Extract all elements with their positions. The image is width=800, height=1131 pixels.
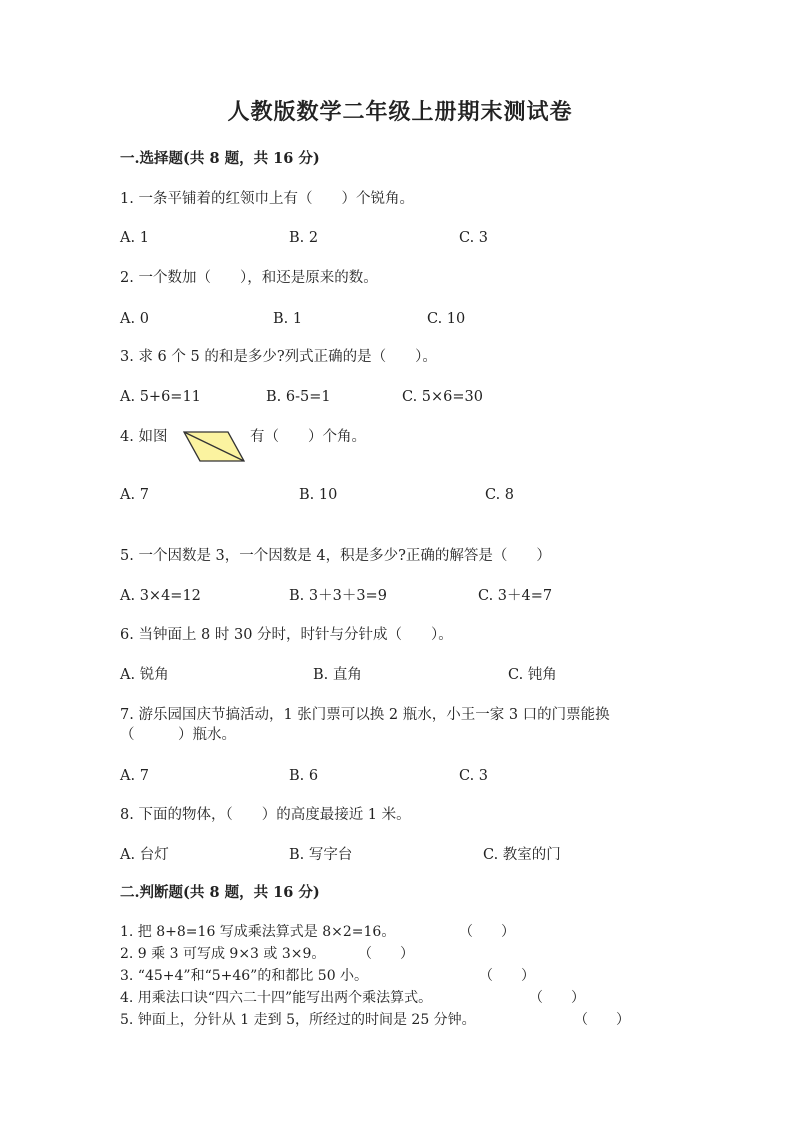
question-2-option-b: B. 1 bbox=[273, 311, 303, 327]
question-5-option-b: B. 3＋3＋3=9 bbox=[289, 588, 387, 604]
question-6-option-c: C. 钝角 bbox=[508, 667, 557, 683]
judge-item-2-blank[interactable]: （ ） bbox=[358, 946, 414, 962]
judge-item-2-text: 2. 9 乘 3 可写成 9×3 或 3×9。 bbox=[120, 946, 326, 962]
judge-item-4-blank[interactable]: （ ） bbox=[529, 990, 585, 1006]
question-7-stem: 7. 游乐园国庆节搞活动，1 张门票可以换 2 瓶水，小王一家 3 口的门票能换 bbox=[120, 707, 610, 723]
question-3-option-b: B. 6-5=1 bbox=[266, 389, 331, 405]
question-3-option-a: A. 5+6=11 bbox=[120, 389, 201, 405]
question-1-option-b: B. 2 bbox=[289, 230, 319, 246]
question-5-option-c: C. 3＋4=7 bbox=[478, 588, 553, 604]
question-4-option-c: C. 8 bbox=[485, 487, 515, 503]
judge-item-1-blank[interactable]: （ ） bbox=[459, 924, 515, 940]
section-heading-judge: 二.判断题(共 8 题，共 16 分) bbox=[120, 884, 320, 901]
question-7-option-b: B. 6 bbox=[289, 768, 319, 784]
question-1-option-c: C. 3 bbox=[459, 230, 489, 246]
question-5-stem: 5. 一个因数是 3，一个因数是 4，积是多少?正确的解答是（ ） bbox=[120, 548, 551, 564]
page-title: 人教版数学二年级上册期末测试卷 bbox=[227, 99, 573, 125]
judge-item-3-blank[interactable]: （ ） bbox=[479, 968, 535, 984]
question-5-option-a: A. 3×4=12 bbox=[120, 588, 201, 604]
question-8-stem: 8. 下面的物体，（ ）的高度最接近 1 米。 bbox=[120, 807, 411, 823]
question-1-stem: 1. 一条平铺着的红领巾上有（ ）个锐角。 bbox=[120, 191, 414, 207]
judge-item-5-text: 5. 钟面上，分针从 1 走到 5，所经过的时间是 25 分钟。 bbox=[120, 1012, 476, 1028]
question-6-option-b: B. 直角 bbox=[313, 667, 362, 683]
question-8-option-a: A. 台灯 bbox=[120, 847, 169, 863]
question-3-option-c: C. 5×6=30 bbox=[402, 389, 483, 405]
parallelogram-figure bbox=[180, 430, 248, 464]
question-8-option-c: C. 教室的门 bbox=[483, 847, 561, 863]
judge-item-1-text: 1. 把 8+8=16 写成乘法算式是 8×2=16。 bbox=[120, 924, 396, 940]
question-7-option-a: A. 7 bbox=[120, 768, 149, 784]
question-6-stem: 6. 当钟面上 8 时 30 分时，时针与分针成（ ）。 bbox=[120, 627, 453, 643]
question-8-option-b: B. 写字台 bbox=[289, 847, 353, 863]
question-2-stem: 2. 一个数加（ ），和还是原来的数。 bbox=[120, 270, 378, 286]
question-7-stem-line2: （ ）瓶水。 bbox=[120, 727, 236, 743]
judge-item-4-text: 4. 用乘法口诀“四六二十四”能写出两个乘法算式。 bbox=[120, 990, 433, 1006]
question-4-stem-before: 4. 如图 bbox=[120, 429, 168, 445]
judge-item-3-text: 3. “45+4”和“5+46”的和都比 50 小。 bbox=[120, 968, 369, 984]
question-7-option-c: C. 3 bbox=[459, 768, 489, 784]
question-2-option-a: A. 0 bbox=[120, 311, 149, 327]
question-4-option-a: A. 7 bbox=[120, 487, 149, 503]
section-heading-choice: 一.选择题(共 8 题，共 16 分) bbox=[120, 150, 320, 167]
question-3-stem: 3. 求 6 个 5 的和是多少?列式正确的是（ ）。 bbox=[120, 349, 437, 365]
question-4-option-b: B. 10 bbox=[299, 487, 338, 503]
question-6-option-a: A. 锐角 bbox=[120, 667, 169, 683]
question-4-stem-after: 有（ ）个角。 bbox=[250, 429, 366, 445]
question-1-option-a: A. 1 bbox=[120, 230, 149, 246]
question-2-option-c: C. 10 bbox=[427, 311, 466, 327]
judge-item-5-blank[interactable]: （ ） bbox=[574, 1012, 630, 1028]
